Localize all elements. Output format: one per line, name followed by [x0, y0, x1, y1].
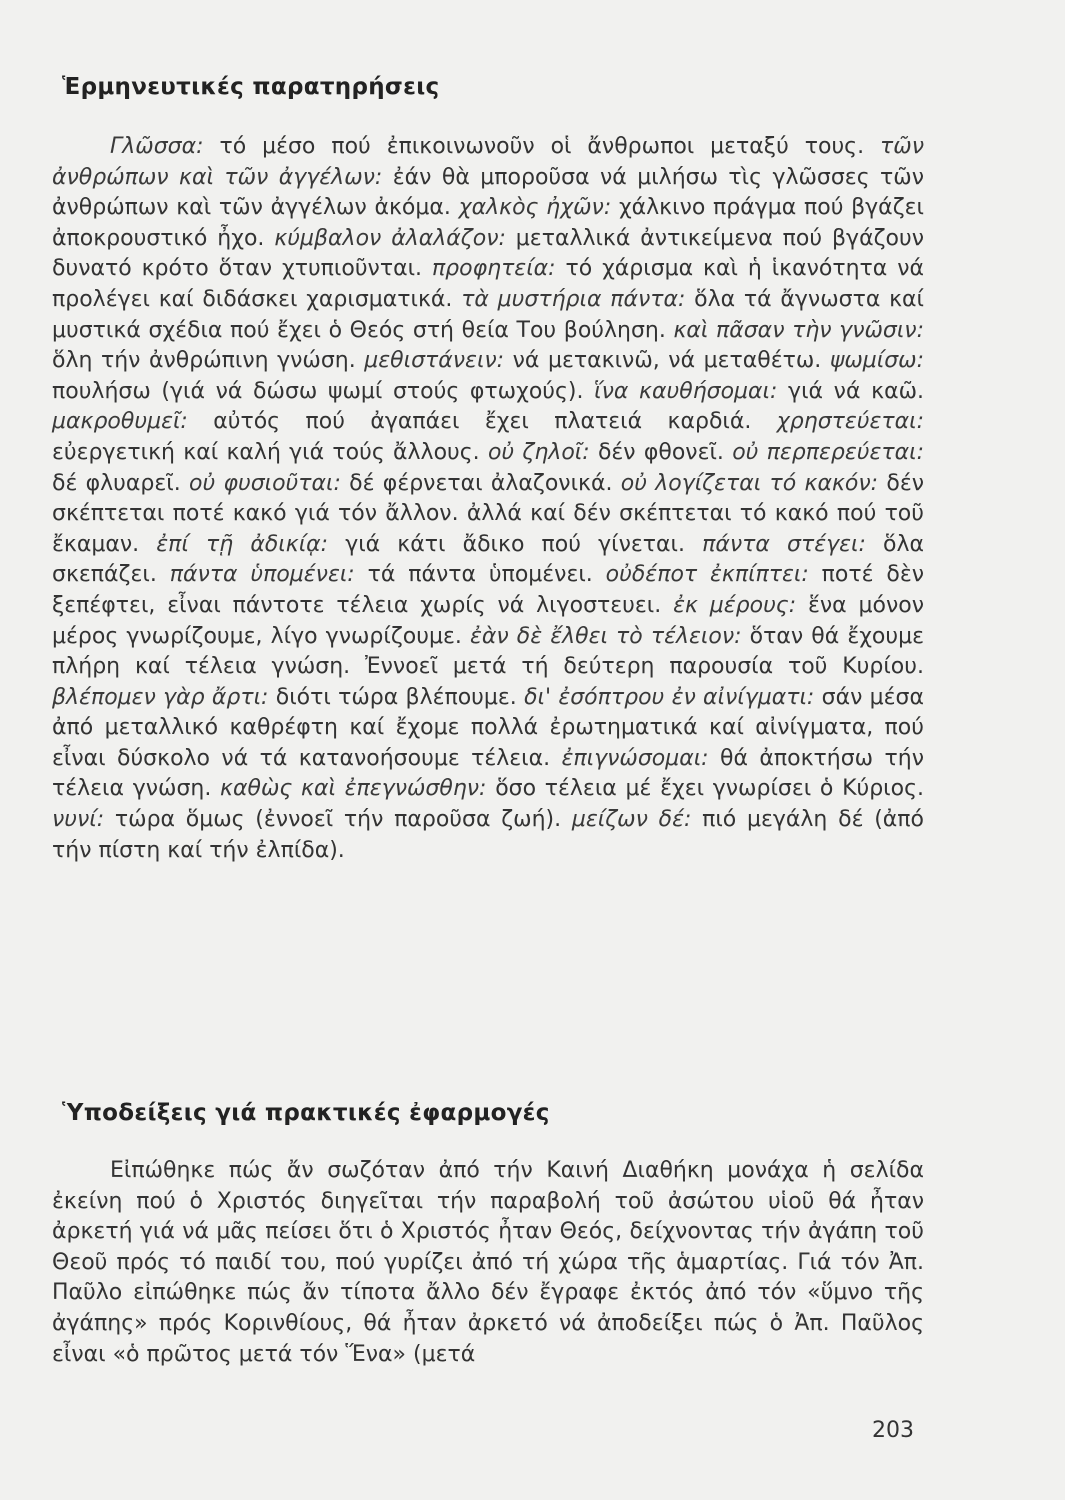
gloss-term: καθὼς καὶ ἐπεγνώσθην:	[220, 776, 487, 802]
gloss-term: οὐ περπερεύεται:	[732, 439, 924, 465]
gloss-definition: ὅλη τήν ἀνθρώπινη γνώση.	[52, 348, 365, 374]
gloss-term: πάντα στέγει:	[702, 531, 866, 557]
gloss-term: ἵνα καυθήσομαι:	[594, 378, 778, 404]
gloss-definition: τώρα ὅμως (ἐννοεῖ τήν παροῦσα ζωή).	[104, 807, 572, 833]
gloss-term: Γλῶσσα:	[110, 134, 204, 159]
gloss-term: νυνί:	[52, 807, 105, 833]
gloss-definition: τό μέσο πού ἐπικοινωνοῦν οἱ ἄνθρωποι μεταξύ τους.	[203, 134, 881, 159]
gloss-definition: δέ φέρνεται ἀλαζονικά.	[340, 470, 621, 496]
gloss-term: ἐπί τῇ ἀδικίᾳ:	[156, 531, 329, 557]
gloss-definition: ποτέ δὲν ξεπέφτει, εἶναι πάντοτε τέλεια χωρίς νά λιγοστευει.	[52, 562, 925, 618]
gloss-term: κύμβαλον ἀλαλάζον:	[274, 225, 506, 251]
interpretive-notes-paragraph	[52, 132, 924, 866]
gloss-term: τῶν ἀνθρώπων καὶ τῶν ἀγγέλων:	[52, 134, 924, 190]
gloss-definition: θά ἀποκτήσω τήν τέλεια γνώση.	[52, 745, 924, 802]
gloss-definition: ὅσο τέλεια μέ ἔχει γνωρίσει ὁ Κύριος.	[486, 776, 924, 802]
gloss-term: ψωμίσω:	[829, 348, 924, 374]
gloss-definition: ὅταν θά ἔχουμε πλήρη καί τέλεια γνώση. Ἐννοεῖ μετά τή δεύτερη παρουσία τοῦ Κυρίου.	[52, 623, 925, 680]
gloss-definition: σάν μέσα ἀπό μεταλλικό καθρέφτη καί ἔχομε πολλά ἐρωτηματικά καί αἰνίγματα, πού εἶναι δύσκολο νά τά κατανοήσουμε τέλεια.	[52, 684, 924, 771]
gloss-term: τὰ μυστήρια πάντα:	[461, 286, 686, 312]
gloss-term: ἐὰν δὲ ἔλθει τὸ τέλειον:	[469, 623, 742, 649]
gloss-definition: δέ φλυαρεῖ.	[52, 470, 189, 496]
gloss-term: χαλκὸς ἠχῶν:	[458, 195, 612, 221]
gloss-term: καὶ πᾶσαν τὴν γνῶσιν:	[673, 317, 925, 343]
gloss-definition: τό χάρισμα καὶ ἡ ἱκανότητα νά προλέγει καί διδάσκει χαρισματικά.	[52, 256, 924, 312]
gloss-term: μεθιστάνειν:	[364, 348, 505, 374]
gloss-definition: ὅλα τά ἄγνωστα καί μυστικά σχέδια πού ἔχει ὁ Θεός στή θεία Του βούληση.	[52, 286, 924, 343]
gloss-term: ἐπιγνώσομαι:	[561, 745, 709, 771]
gloss-definition: τά πάντα ὑπομένει.	[354, 562, 606, 588]
gloss-definition: γιά κάτι ἄδικο πού γίνεται.	[328, 531, 703, 557]
section-heading-practical-applications: Ὑποδείξεις γιά πρακτικές ἐφαρμογές	[62, 1100, 550, 1126]
gloss-term: οὐ ζηλοῖ:	[487, 439, 590, 465]
gloss-definition: ὅλα σκεπάζει.	[52, 531, 924, 588]
practical-applications-paragraph	[52, 1156, 924, 1370]
gloss-term: χρηστεύεται:	[776, 409, 924, 435]
gloss-term: δι' ἐσόπτρου ἐν αἰνίγματι:	[524, 684, 815, 710]
gloss-definition: δέν φθονεῖ.	[589, 439, 733, 465]
gloss-definition: διότι τώρα βλέπουμε.	[268, 684, 525, 710]
gloss-term: μακροθυμεῖ:	[52, 409, 188, 435]
gloss-definition: μεταλλικά ἀντικείμενα πού βγάζουν δυνατό κρότο ὅταν χτυπιοῦνται.	[52, 225, 925, 282]
gloss-definition: αὐτός πού ἀγαπάει ἔχει πλατειά καρδιά.	[187, 409, 777, 435]
gloss-term: μείζων δέ:	[571, 807, 692, 833]
gloss-term: οὐ φυσιοῦται:	[188, 470, 341, 496]
gloss-term: πάντα ὑπομένει:	[169, 562, 355, 588]
gloss-term: προφητεία:	[431, 256, 556, 282]
practical-applications-text: Εἰπώθηκε πώς ἄν σωζόταν ἀπό τήν Καινή Διαθήκη μονάχα ἡ σελίδα ἐκείνη πού ὁ Χριστός διηγεῖται τήν παραβολή τοῦ ἀσώτου υἱοῦ θά ἦταν ἀρκετή γιά νά μᾶς πείσει ὅτι ὁ Χριστός ἦταν Θεός, δείχνοντας τήν ἀγάπη τοῦ Θεοῦ πρός τό παιδί του, πού γυρίζει ἀπό τή χώρα τῆς ἁμαρτίας. Γιά τόν Ἀπ. Παῦλο εἰπώθηκε πώς ἄν τίποτα ἄλλο δέν ἔγραφε ἐκτός ἀπό τόν «ὕμνο τῆς ἀγάπης» πρός Κορινθίους, θά ἦταν ἀρκετό νά ἀποδείξει πώς ὁ Ἀπ. Παῦλος εἶναι «ὁ πρῶτος μετά τόν Ἕνα» (μετά	[52, 1158, 924, 1367]
gloss-definition: δέν σκέπτεται ποτέ κακό γιά τόν ἄλλον. ἀλλά καί δέν σκέπτεται τό κακό πού τοῦ ἔκαμαν.	[52, 470, 924, 557]
gloss-definition: πουλήσω (γιά νά δώσω ψωμί στούς φτωχούς).	[52, 378, 595, 404]
page-number: 203	[872, 1418, 914, 1443]
gloss-definition: ἕνα μόνον μέρος γνωρίζουμε, λίγο γνωρίζουμε.	[52, 592, 925, 649]
gloss-term: οὐ λογίζεται τό κακόν:	[620, 470, 879, 496]
gloss-term: ἐκ μέρους:	[673, 592, 797, 618]
gloss-term: βλέπομεν γὰρ ἄρτι:	[52, 684, 269, 710]
gloss-term: οὐδέποτ ἐκπίπτει:	[605, 562, 809, 588]
gloss-definition: εὐεργετική καί καλή γιά τούς ἄλλους.	[52, 439, 488, 465]
gloss-definition: ἐάν θὰ μποροῦσα νά μιλήσω τὶς γλῶσσες τῶν ἀνθρώπων καὶ τῶν ἀγγέλων ἀκόμα.	[52, 164, 924, 221]
gloss-definition: γιά νά καῶ.	[777, 378, 924, 404]
section-heading-interpretive-notes: Ἑρμηνευτικές παρατηρήσεις	[62, 74, 440, 100]
gloss-definition: νά μετακινῶ, νά μεταθέτω.	[504, 348, 830, 374]
gloss-definition: χάλκινο πράγμα πού βγάζει ἀποκρουστικό ἦχο.	[52, 195, 924, 251]
gloss-definition: πιό μεγάλη δέ (ἀπό τήν πίστη καί τήν ἐλπίδα).	[52, 807, 924, 863]
